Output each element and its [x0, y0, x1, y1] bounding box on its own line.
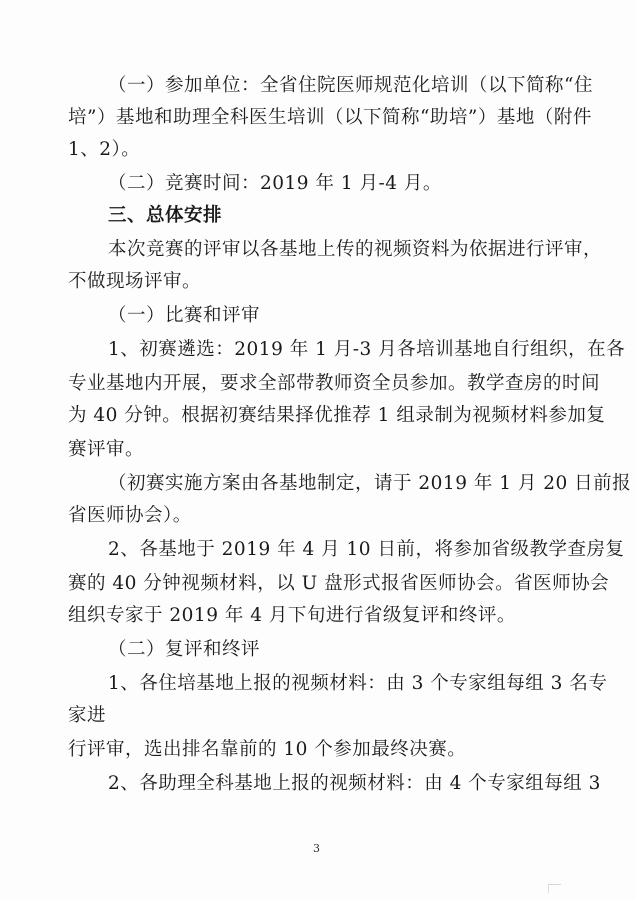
paragraph-residency-review-line-3: 行评审，选出排名靠前的 10 个参加最终决赛。	[68, 739, 467, 760]
paragraph-submission-line-2: 赛的 40 分钟视频材料，以 U 盘形式报省医师协会。省医师协会	[68, 573, 610, 594]
paragraph-preliminary-line-1: 1、初赛遴选：2019 年 1 月-3 月各培训基地自行组织，在各	[108, 339, 626, 360]
paragraph-review-basis-line-1: 本次竞赛的评审以各基地上传的视频资料为依据进行评审，	[108, 239, 603, 260]
paragraph-participants-line-1: （一）参加单位：全省住院医师规范化培训（以下简称“住	[108, 75, 593, 96]
page-number: 3	[313, 842, 320, 855]
paragraph-residency-review-line-2: 家进	[68, 705, 107, 726]
paragraph-submission-line-1: 2、各基地于 2019 年 4 月 10 日前，将参加省级教学查房复	[108, 539, 625, 560]
paragraph-submission-line-3: 组织专家于 2019 年 4 月下旬进行省级复评和终评。	[68, 605, 516, 626]
paragraph-review-basis-line-2: 不做现场评审。	[68, 271, 202, 292]
paragraph-participants-line-3: 1、2）。	[68, 139, 141, 160]
paragraph-preliminary-line-3: 为 40 分钟。根据初赛结果择优推荐 1 组录制为视频材料参加复	[68, 405, 606, 426]
paragraph-competition-time: （二）竞赛时间：2019 年 1 月-4 月。	[108, 173, 442, 194]
paragraph-participants-line-2: 培”）基地和助理全科医生培训（以下简称“助培”）基地（附件	[68, 107, 592, 128]
paragraph-preliminary-line-2: 专业基地内开展，要求全部带教师资全员参加。教学查房的时间	[68, 373, 601, 394]
paragraph-preliminary-note-line-1: （初赛实施方案由各基地制定，请于 2019 年 1 月 20 日前报	[108, 473, 632, 494]
paragraph-preliminary-line-4: 赛评审。	[68, 439, 145, 460]
paragraph-residency-review-line-1: 1、各住培基地上报的视频材料：由 3 个专家组每组 3 名专	[108, 673, 608, 694]
subheading-re-evaluation-and-final: （二）复评和终评	[108, 639, 261, 660]
section-heading-overall-arrangement: 三、总体安排	[108, 205, 223, 226]
paragraph-assistant-gp-review-line-1: 2、各助理全科基地上报的视频材料：由 4 个专家组每组 3	[108, 773, 601, 794]
scan-artifact-mark	[548, 884, 561, 893]
paragraph-preliminary-note-line-2: 省医师协会）。	[68, 505, 192, 526]
subheading-competition-and-review: （一）比赛和评审	[108, 305, 261, 326]
